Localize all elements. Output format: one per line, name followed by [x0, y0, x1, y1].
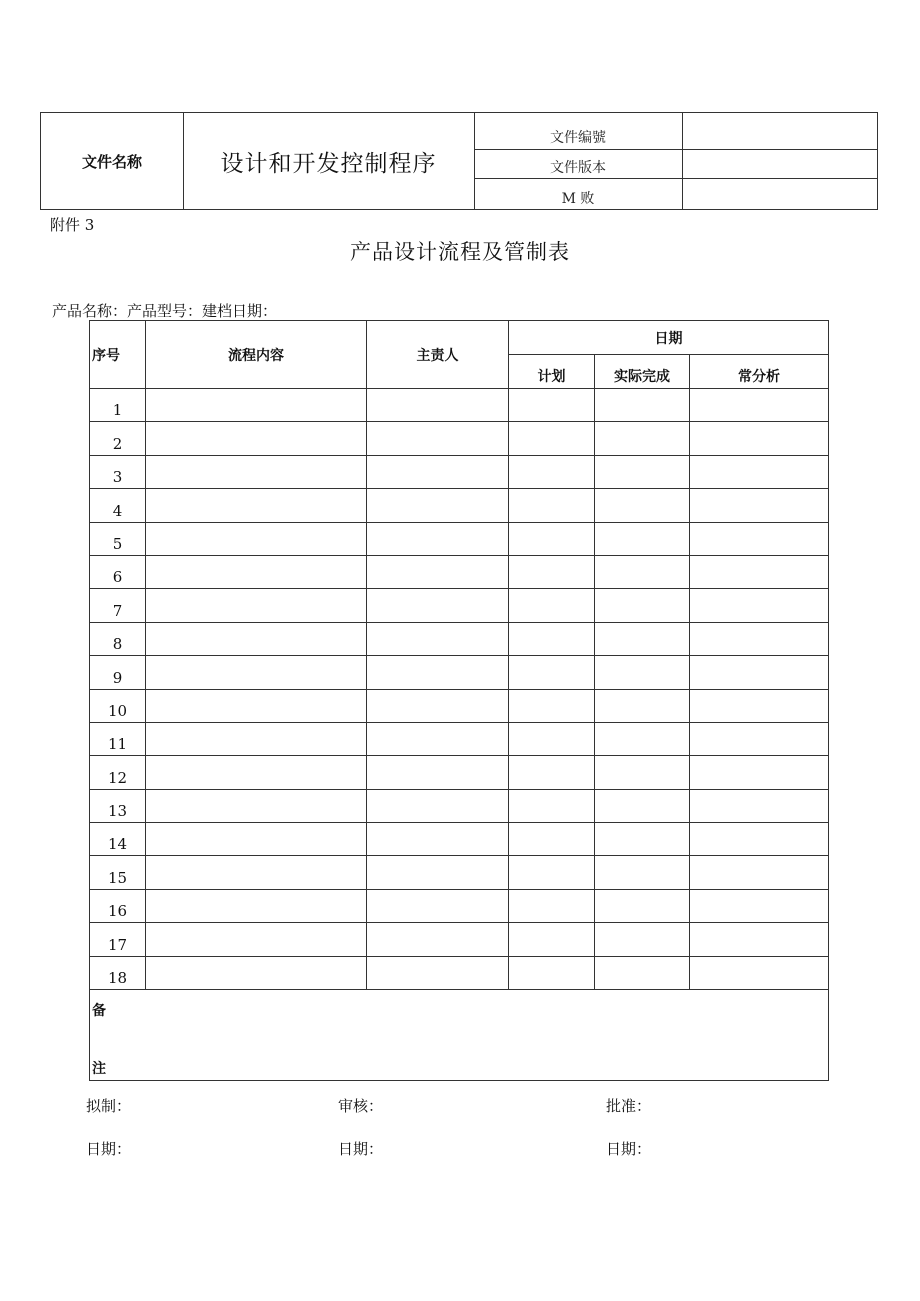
analysis-cell[interactable]	[690, 389, 829, 422]
remark-label-bottom: 注	[92, 1061, 106, 1078]
row-number: 14	[90, 823, 146, 856]
plan-date-cell[interactable]	[509, 455, 595, 488]
col-owner-header: 主责人	[367, 321, 509, 389]
page-count-label: M 败	[561, 191, 595, 207]
analysis-cell[interactable]	[690, 923, 829, 956]
table-row	[90, 923, 829, 956]
col-plan-header: 计划	[509, 355, 595, 389]
owner-cell[interactable]	[367, 823, 509, 856]
actual-date-cell[interactable]	[595, 589, 690, 622]
col-content-header: 流程内容	[146, 321, 367, 389]
row-number: 2	[90, 422, 146, 455]
owner-cell[interactable]	[367, 555, 509, 588]
reviewed-date-label: 日期：	[338, 1140, 384, 1158]
reviewed-by-label: 审核：	[338, 1097, 384, 1115]
analysis-cell[interactable]	[690, 422, 829, 455]
page-count-value	[682, 178, 877, 209]
content-cell[interactable]	[146, 689, 367, 722]
table-row	[90, 722, 829, 755]
actual-date-cell[interactable]	[595, 455, 690, 488]
table-row	[90, 956, 829, 989]
actual-date-cell[interactable]	[595, 823, 690, 856]
content-cell[interactable]	[146, 389, 367, 422]
owner-cell[interactable]	[367, 956, 509, 989]
content-cell[interactable]	[146, 622, 367, 655]
table-row	[90, 756, 829, 789]
content-cell[interactable]	[146, 889, 367, 922]
owner-cell[interactable]	[367, 856, 509, 889]
table-row	[90, 589, 829, 622]
owner-cell[interactable]	[367, 422, 509, 455]
analysis-cell[interactable]	[690, 889, 829, 922]
table-row	[90, 823, 829, 856]
owner-cell[interactable]	[367, 889, 509, 922]
table-row	[90, 789, 829, 822]
owner-cell[interactable]	[367, 589, 509, 622]
actual-date-cell[interactable]	[595, 722, 690, 755]
table-row	[90, 389, 829, 422]
owner-cell[interactable]	[367, 789, 509, 822]
plan-date-cell[interactable]	[509, 389, 595, 422]
document-header	[40, 112, 878, 210]
analysis-cell[interactable]	[690, 622, 829, 655]
content-cell[interactable]	[146, 856, 367, 889]
table-body	[90, 389, 829, 1081]
plan-date-cell[interactable]	[509, 789, 595, 822]
table-row	[90, 889, 829, 922]
plan-date-cell[interactable]	[509, 422, 595, 455]
row-number: 8	[90, 622, 146, 655]
analysis-cell[interactable]	[690, 689, 829, 722]
col-actual-header: 实际完成	[595, 355, 690, 389]
table-row	[90, 656, 829, 689]
content-cell[interactable]	[146, 923, 367, 956]
analysis-cell[interactable]	[690, 455, 829, 488]
owner-cell[interactable]	[367, 489, 509, 522]
col-seq-header: 序号	[90, 321, 146, 389]
row-number: 3	[90, 455, 146, 488]
analysis-cell[interactable]	[690, 789, 829, 822]
row-number: 9	[90, 656, 146, 689]
analysis-cell[interactable]	[690, 756, 829, 789]
plan-date-cell[interactable]	[509, 522, 595, 555]
row-number: 4	[90, 489, 146, 522]
table-row	[90, 455, 829, 488]
row-number: 13	[90, 789, 146, 822]
plan-date-cell[interactable]	[509, 589, 595, 622]
table-row	[90, 489, 829, 522]
plan-date-cell[interactable]	[509, 823, 595, 856]
file-name-label: 文件名称	[81, 152, 142, 171]
plan-date-cell[interactable]	[509, 656, 595, 689]
approved-by-label: 批准：	[606, 1097, 652, 1115]
col-date-header: 日期	[509, 321, 829, 355]
content-cell[interactable]	[146, 789, 367, 822]
plan-date-cell[interactable]	[509, 722, 595, 755]
actual-date-cell[interactable]	[595, 656, 690, 689]
analysis-cell[interactable]	[690, 856, 829, 889]
drafted-by-label: 拟制：	[86, 1097, 132, 1115]
content-cell[interactable]	[146, 756, 367, 789]
plan-date-cell[interactable]	[509, 856, 595, 889]
actual-date-cell[interactable]	[595, 522, 690, 555]
content-cell[interactable]	[146, 656, 367, 689]
plan-date-cell[interactable]	[509, 622, 595, 655]
analysis-cell[interactable]	[690, 823, 829, 856]
row-number: 10	[90, 689, 146, 722]
row-number: 16	[90, 889, 146, 922]
file-version-value	[682, 149, 877, 178]
plan-date-cell[interactable]	[509, 956, 595, 989]
owner-cell[interactable]	[367, 656, 509, 689]
analysis-cell[interactable]	[690, 555, 829, 588]
row-number: 11	[90, 722, 146, 755]
analysis-cell[interactable]	[690, 489, 829, 522]
actual-date-cell[interactable]	[595, 856, 690, 889]
content-cell[interactable]	[146, 823, 367, 856]
content-cell[interactable]	[146, 489, 367, 522]
content-cell[interactable]	[146, 956, 367, 989]
content-cell[interactable]	[146, 555, 367, 588]
owner-cell[interactable]	[367, 522, 509, 555]
actual-date-cell[interactable]	[595, 422, 690, 455]
row-number: 6	[90, 555, 146, 588]
owner-cell[interactable]	[367, 622, 509, 655]
actual-date-cell[interactable]	[595, 956, 690, 989]
process-control-table	[89, 320, 829, 1081]
actual-date-cell[interactable]	[595, 923, 690, 956]
actual-date-cell[interactable]	[595, 555, 690, 588]
actual-date-cell[interactable]	[595, 622, 690, 655]
actual-date-cell[interactable]	[595, 389, 690, 422]
table-row	[90, 555, 829, 588]
owner-cell[interactable]	[367, 455, 509, 488]
table-row	[90, 522, 829, 555]
analysis-cell[interactable]	[690, 522, 829, 555]
table-row	[90, 856, 829, 889]
content-cell[interactable]	[146, 422, 367, 455]
actual-date-cell[interactable]	[595, 489, 690, 522]
table-row	[90, 422, 829, 455]
document-title: 设计和开发控制程序	[220, 150, 437, 177]
col-analysis-header: 常分析	[690, 355, 829, 389]
content-cell[interactable]	[146, 589, 367, 622]
analysis-cell[interactable]	[690, 722, 829, 755]
actual-date-cell[interactable]	[595, 889, 690, 922]
attachment-label: 附件 3	[50, 216, 95, 234]
remark-label-top: 备	[92, 1003, 106, 1020]
row-number: 5	[90, 522, 146, 555]
plan-date-cell[interactable]	[509, 756, 595, 789]
row-number: 1	[90, 389, 146, 422]
row-number: 17	[90, 923, 146, 956]
table-row	[90, 622, 829, 655]
row-number: 15	[90, 856, 146, 889]
actual-date-cell[interactable]	[595, 689, 690, 722]
content-cell[interactable]	[146, 455, 367, 488]
table-row	[90, 689, 829, 722]
drafted-date-label: 日期：	[86, 1140, 132, 1158]
row-number: 7	[90, 589, 146, 622]
approved-date-label: 日期：	[606, 1140, 652, 1158]
file-version-label: 文件版本	[550, 160, 606, 176]
analysis-cell[interactable]	[690, 956, 829, 989]
product-meta-line: 产品名称：产品型号：建档日期：	[52, 302, 278, 320]
actual-date-cell[interactable]	[595, 789, 690, 822]
form-title: 产品设计流程及管制表	[350, 240, 570, 264]
content-cell[interactable]	[146, 722, 367, 755]
analysis-cell[interactable]	[690, 656, 829, 689]
row-number: 12	[90, 756, 146, 789]
content-cell[interactable]	[146, 522, 367, 555]
owner-cell[interactable]	[367, 389, 509, 422]
plan-date-cell[interactable]	[509, 555, 595, 588]
owner-cell[interactable]	[367, 722, 509, 755]
plan-date-cell[interactable]	[509, 689, 595, 722]
owner-cell[interactable]	[367, 756, 509, 789]
file-number-label: 文件编號	[550, 130, 606, 146]
plan-date-cell[interactable]	[509, 889, 595, 922]
plan-date-cell[interactable]	[509, 923, 595, 956]
actual-date-cell[interactable]	[595, 756, 690, 789]
owner-cell[interactable]	[367, 923, 509, 956]
file-number-value	[682, 113, 877, 149]
analysis-cell[interactable]	[690, 589, 829, 622]
owner-cell[interactable]	[367, 689, 509, 722]
remark-row	[90, 990, 829, 1081]
plan-date-cell[interactable]	[509, 489, 595, 522]
row-number: 18	[90, 956, 146, 989]
